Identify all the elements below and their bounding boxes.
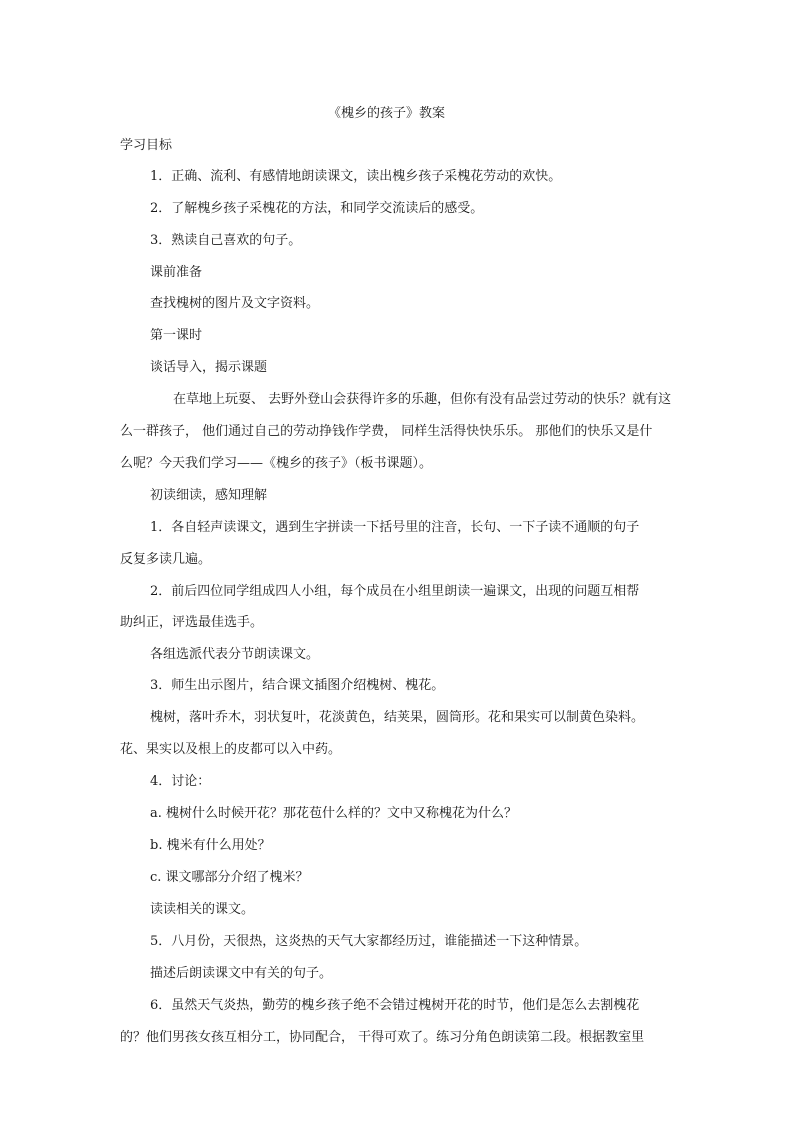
section-heading-reading: 初读细读，感知理解 (150, 488, 268, 503)
document-title: 《槐乡的孩子》教案 (328, 106, 446, 121)
paragraph-line: 在草地上玩耍、 去野外登山会获得许多的乐趣，但你有没有品尝过劳动的快乐？就有这 (173, 392, 672, 407)
section-heading-intro: 谈话导入，揭示课题 (150, 360, 268, 375)
paragraph-line: 1．各自轻声读课文，遇到生字拼读一下括号里的注音，长句、一下子读不通顺的句子 (150, 520, 640, 535)
paragraph-line: 反复多读几遍。 (120, 552, 212, 567)
paragraph-line: 5．八月份，天很热，这炎热的天气大家都经历过，谁能描述一下这种情景。 (150, 934, 588, 949)
section-heading-goals: 学习目标 (120, 138, 173, 153)
section-heading-preparation: 课前准备 (150, 265, 203, 280)
paragraph-line: c. 课文哪部分介绍了槐米？ (150, 870, 309, 885)
paragraph-line: 2．前后四位同学组成四人小组，每个成员在小组里朗读一遍课文，出现的问题互相帮 (150, 584, 640, 599)
paragraph-line: 各组选派代表分节朗读课文。 (150, 647, 320, 662)
paragraph-line: 么呢？今天我们学习——《槐乡的孩子》（板书课题）。 (120, 456, 433, 471)
paragraph-line: 槐树，落叶乔木，羽状复叶，花淡黄色，结荚果，圆筒形。花和果实可以制黄色染料。 (150, 710, 645, 725)
paragraph-line: 4．讨论： (150, 774, 211, 789)
paragraph-line: 查找槐树的图片及文字资料。 (150, 296, 320, 311)
paragraph-line: 2．了解槐乡孩子采槐花的方法，和同学交流读后的感受。 (150, 201, 484, 216)
paragraph-line: 6．虽然天气炎热，勤劳的槐乡孩子绝不会错过槐树开花的时节，他们是怎么去割槐花 (150, 998, 640, 1013)
paragraph-line: 3．师生出示图片，结合课文插图介绍槐树、槐花。 (150, 678, 445, 693)
paragraph-line: 描述后朗读课文中有关的句子。 (150, 966, 333, 981)
paragraph-line: 1．正确、流利、有感情地朗读课文，读出槐乡孩子采槐花劳动的欢快。 (150, 169, 562, 184)
paragraph-line: 助纠正，评选最佳选手。 (120, 615, 264, 630)
paragraph-line: 3．熟读自己喜欢的句子。 (150, 233, 302, 248)
paragraph-line: a. 槐树什么时候开花？那花苞什么样的？文中又称槐花为什么？ (150, 806, 518, 821)
paragraph-line: 的？他们男孩女孩互相分工，协同配合， 干得可欢了。练习分角色朗读第二段。根据教室里 (120, 1030, 645, 1045)
section-heading-lesson-one: 第一课时 (150, 328, 203, 343)
paragraph-line: 么一群孩子， 他们通过自己的劳动挣钱作学费， 同样生活得快快乐乐。 那他们的快乐又是什 (120, 424, 653, 439)
paragraph-line: b. 槐米有什么用处？ (150, 838, 271, 853)
paragraph-line: 读读相关的课文。 (150, 902, 255, 917)
paragraph-line: 花、果实以及根上的皮都可以入中药。 (120, 742, 342, 757)
